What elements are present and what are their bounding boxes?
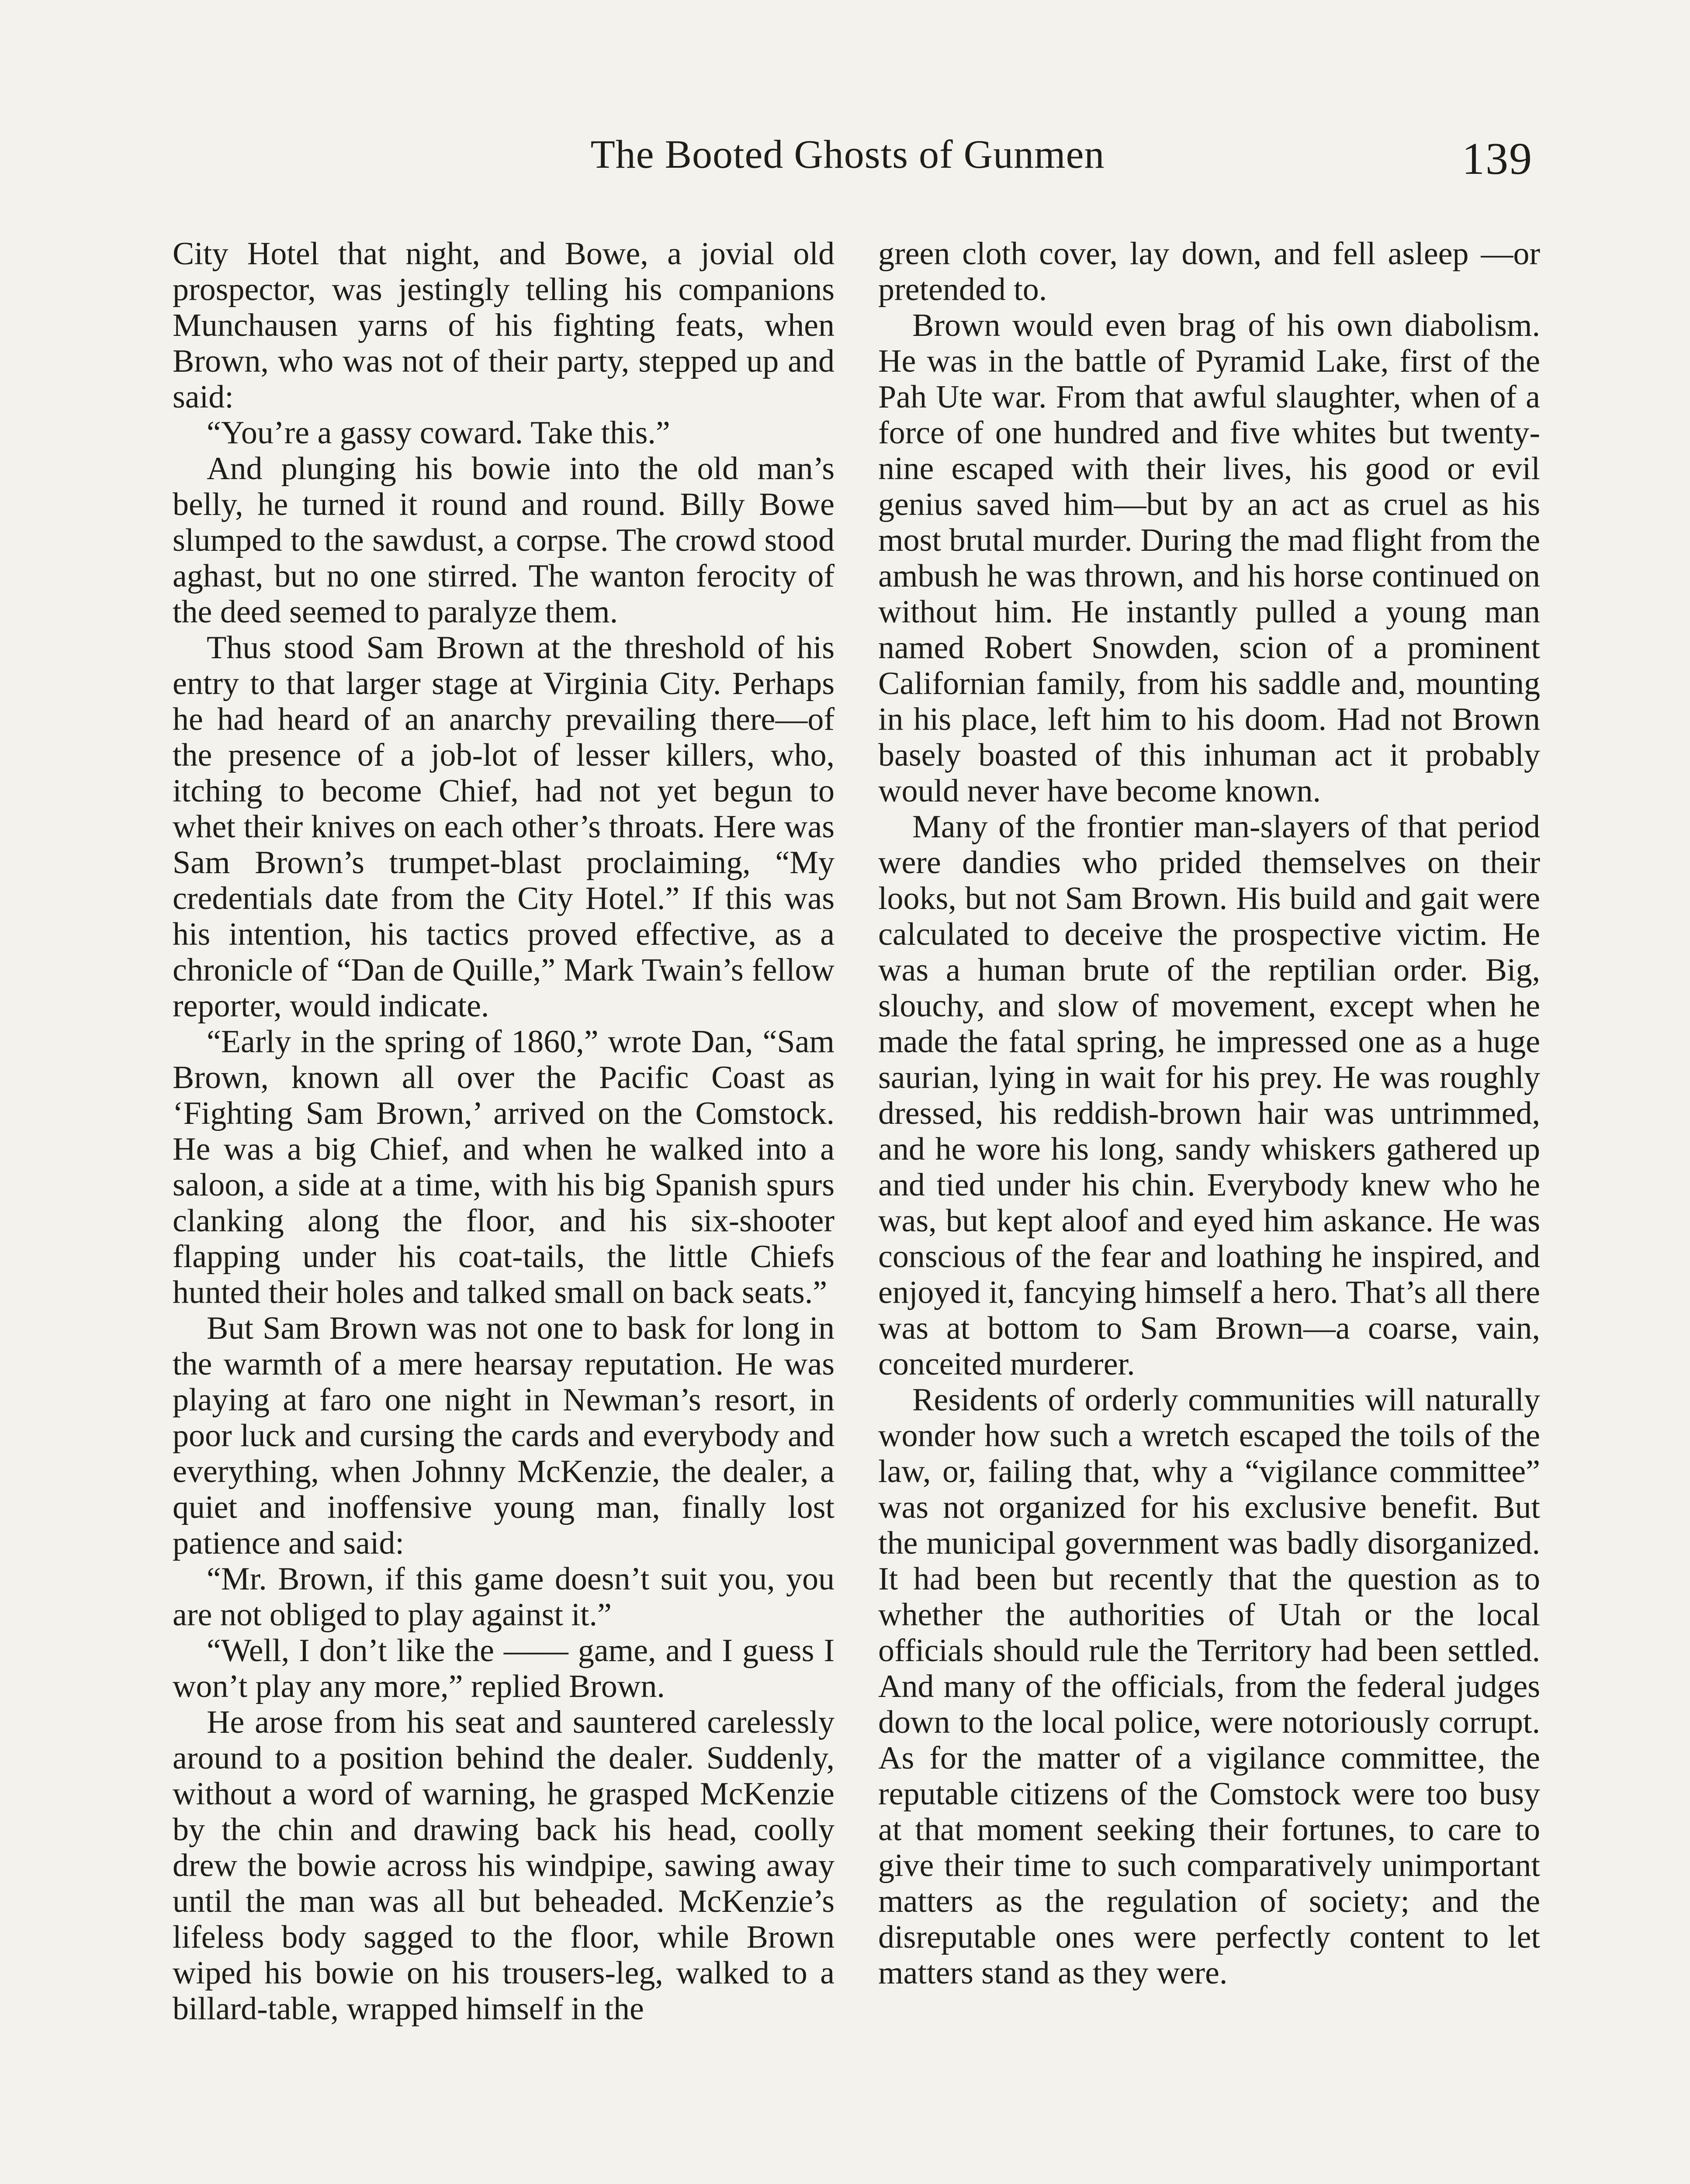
paragraph: “Early in the spring of 1860,” wrote Dan, “Sam Brown, known all over the Pacific Coast as ‘Fighting Sam Brown,’ arrived on the Comstock. He was a big Chief, and when he walked into a saloon, a side at a time, with his big Spanish spurs clanking along the floor, and his six-shooter flapping under his coat-tails, the little Chiefs hunted their holes and talked small on back seats.”: [173, 1024, 835, 1310]
page-header: [0, 131, 1690, 201]
paragraph: green cloth cover, lay down, and fell asleep —or pretended to.: [878, 236, 1540, 308]
paragraph: But Sam Brown was not one to bask for long in the warmth of a mere hearsay reputation. He was playing at faro one night in Newman’s resort, in poor luck and cursing the cards and everybody and everything, when Johnny McKenzie, the dealer, a quiet and inoffensive young man, finally lost patience and said:: [173, 1310, 835, 1561]
paragraph: And plunging his bowie into the old man’s belly, he turned it round and round. Billy Bowe slumped to the sawdust, a corpse. The crowd stood aghast, but no one stirred. The wanton ferocity of the deed seemed to paralyze them.: [173, 451, 835, 630]
paragraph: “Well, I don’t like the —— game, and I guess I won’t play any more,” replied Brown.: [173, 1633, 835, 1704]
paragraph: Many of the frontier man-slayers of that period were dandies who prided themselves on their looks, but not Sam Brown. His build and gait were calculated to deceive the prospective victim. He was a human brute of the reptilian order. Big, slouchy, and slow of movement, except when he made the fatal spring, he impressed one as a huge saurian, lying in wait for his prey. He was roughly dressed, his reddish-brown hair was untrimmed, and he wore his long, sandy whiskers gathered up and tied under his chin. Everybody knew who he was, but kept aloof and eyed him askance. He was conscious of the fear and loathing he inspired, and enjoyed it, fancying himself a hero. That’s all there was at bottom to Sam Brown—a coarse, vain, conceited murderer.: [878, 809, 1540, 1382]
page-number: 139: [1462, 134, 1533, 184]
paragraph: “You’re a gassy coward. Take this.”: [207, 415, 670, 451]
paragraph: He arose from his seat and sauntered carelessly around to a position behind the dealer. Suddenly, without a word of warning, he grasped McKenzie by the chin and drawing back his head, coolly drew the bowie across his windpipe, sawing away until the man was all but beheaded. McKenzie’s lifeless body sagged to the floor, while Brown wiped his bowie on his trousers-leg, walked to a billard-table, wrapped himself in the: [173, 1704, 835, 2027]
left-column: [173, 236, 835, 2027]
paragraph: Thus stood Sam Brown at the threshold of his entry to that larger stage at Virginia City. Perhaps he had heard of an anarchy prevailing there—of the presence of a job-lot of lesser killers, who, itching to become Chief, had not yet begun to whet their knives on each other’s throats. Here was Sam Brown’s trumpet-blast proclaiming, “My credentials date from the City Hotel.” If this was his intention, his tactics proved effective, as a chronicle of “Dan de Quille,” Mark Twain’s fellow reporter, would indicate.: [173, 630, 835, 1024]
paragraph: Residents of orderly communities will naturally wonder how such a wretch escaped the toils of the law, or, failing that, why a “vigilance committee” was not organized for his exclusive benefit. But the municipal government was badly disorganized. It had been but recently that the question as to whether the authorities of Utah or the local officials should rule the Territory had been settled. And many of the officials, from the federal judges down to the local police, were notoriously corrupt. As for the matter of a vigilance committee, the reputable citizens of the Comstock were too busy at that moment seeking their fortunes, to care to give their time to such comparatively unimportant matters as the regulation of society; and the disreputable ones were perfectly content to let matters stand as they were.: [878, 1382, 1540, 1991]
right-column: [878, 236, 1540, 1991]
paragraph: Brown would even brag of his own diabolism. He was in the battle of Pyramid Lake, first of the Pah Ute war. From that awful slaughter, when of a force of one hundred and five whites but twenty-nine escaped with their lives, his good or evil genius saved him—but by an act as cruel as his most brutal murder. During the mad flight from the ambush he was thrown, and his horse continued on without him. He instantly pulled a young man named Robert Snowden, scion of a prominent Californian family, from his saddle and, mounting in his place, left him to his doom. Had not Brown basely boasted of this inhuman act it probably would never have become known.: [878, 308, 1540, 809]
paragraph: City Hotel that night, and Bowe, a jovial old prospector, was jestingly telling his companions Munchausen yarns of his fighting feats, when Brown, who was not of their party, stepped up and said:: [173, 236, 835, 415]
paragraph: “Mr. Brown, if this game doesn’t suit you, you are not obliged to play against it.”: [173, 1561, 835, 1633]
running-title: The Booted Ghosts of Gunmen: [590, 132, 1105, 176]
